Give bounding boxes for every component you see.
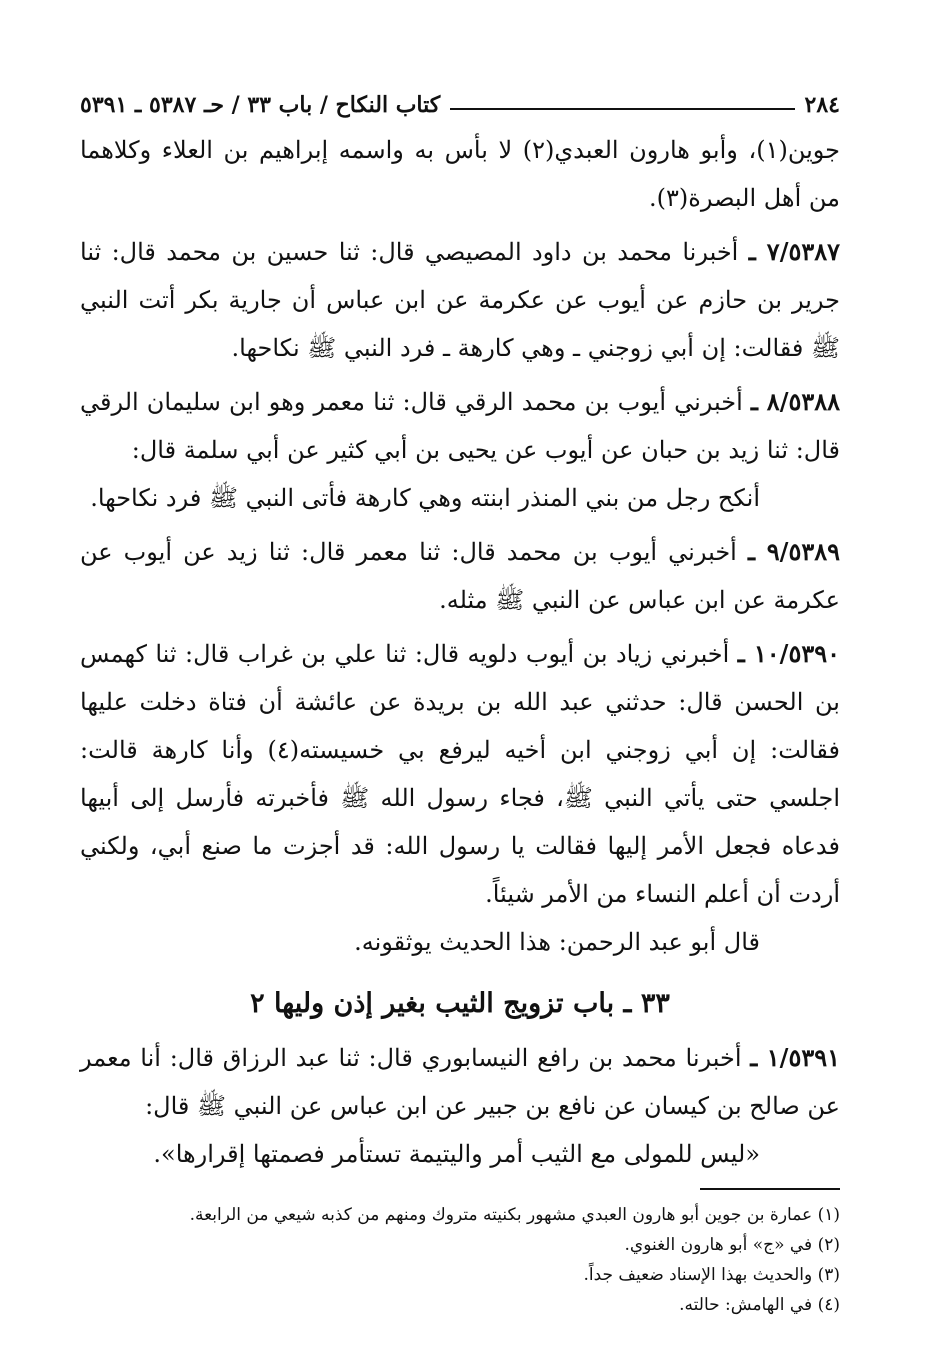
footnote: (٢) في «ج» أبو هارون الغنوي.: [624, 1235, 840, 1255]
footnote: (١) عمارة بن جوين أبو هارون العبدي مشهور بكنيته متروك ومنهم من كذبه شيعي من الرابعة.: [189, 1205, 840, 1225]
hadith-5387: [80, 228, 840, 372]
footnote-rule: [700, 1188, 840, 1190]
footnotes: [80, 1200, 840, 1320]
hadith-number: ١٠/٥٣٩٠ ـ: [737, 639, 840, 668]
page-header: [80, 84, 840, 126]
hadith-text: أخبرنا محمد بن داود المصيصي قال: ثنا حسين بن محمد قال: ثنا جرير بن حازم عن أيوب عن عكرمة عن ابن عباس أن جارية بكر أتت النبي ﷺ فقالت: إن أبي زوجني ـ وهي كارهة ـ فرد النبي ﷺ نكاحها.: [80, 238, 840, 362]
hadith-number: ١/٥٣٩١ ـ: [750, 1043, 840, 1072]
footnote: (٤) في الهامش: حالته.: [679, 1295, 840, 1315]
hadith-5389: [80, 528, 840, 624]
paragraph-continuation: جوين(١)، وأبو هارون العبدي(٢) لا بأس به واسمه إبراهيم بن العلاء وكلاهما من أهل البصرة(٣).: [80, 136, 841, 212]
hadith-text: أخبرنا محمد بن رافع النيسابوري قال: ثنا عبد الرزاق قال: أنا معمر عن صالح بن كيسان عن نافع بن جبير عن ابن عباس عن النبي ﷺ قال:: [80, 1044, 840, 1120]
hadith-matn: أنكح رجل من بني المنذر ابنته وهي كارهة فأتى النبي ﷺ فرد نكاحها.: [90, 484, 760, 512]
footnote: (٣) والحديث بهذا الإسناد ضعيف جداً.: [583, 1265, 840, 1285]
hadith-number: ٩/٥٣٨٩ ـ: [747, 537, 840, 566]
hadith-5390: [80, 630, 840, 918]
header-rule: [450, 108, 794, 110]
hadith-text: أخبرني زياد بن أيوب دلويه قال: ثنا علي بن غراب قال: ثنا كهمس بن الحسن قال: حدثني عبد الله بن بريدة عن عائشة أن فتاة دخلت عليها فقالت: إن أبي زوجني ابن أخيه ليرفع بي خسيسته(٤) وأنا كارهة قالت: اجلسي حتى يأتي النبي ﷺ، فجاء رسول الله ﷺ فأخبرته فأرسل إلى أبيها فدعاه فجعل الأمر إليها فقالت يا رسول الله: قد أجزت ما صنع أبي، ولكني أردت أن أعلم النساء من الأمر شيئاً.: [80, 640, 841, 908]
chapter-title: ٣٣ ـ باب تزويج الثيب بغير إذن وليها ٢: [250, 988, 670, 1019]
hadith-5391: [80, 1034, 840, 1130]
hadith-text: أخبرني أيوب بن محمد قال: ثنا معمر قال: ثنا زيد عن أيوب عن عكرمة عن ابن عباس عن النبي ﷺ مثله.: [80, 538, 840, 614]
hadith-number: ٧/٥٣٨٧ ـ: [748, 237, 841, 266]
hadith-text: أخبرني أيوب بن محمد الرقي قال: ثنا معمر وهو ابن سليمان الرقي قال: ثنا زيد بن حبان عن أيوب عن يحيى بن أبي كثير عن أبي سلمة قال:: [80, 388, 840, 464]
running-title: كتاب النكاح / باب ٣٣ / حـ ٥٣٨٧ ـ ٥٣٩١: [80, 92, 441, 118]
author-remark: قال أبو عبد الرحمن: هذا الحديث يوثقونه.: [354, 928, 760, 956]
page-number: ٢٨٤: [804, 92, 840, 118]
hadith-5388: [80, 378, 840, 474]
hadith-number: ٨/٥٣٨٨ ـ: [750, 387, 841, 416]
book-page: [80, 84, 840, 1320]
hadith-matn: «ليس للمولى مع الثيب أمر واليتيمة تستأمر فصمتها إقرارها».: [153, 1140, 760, 1168]
